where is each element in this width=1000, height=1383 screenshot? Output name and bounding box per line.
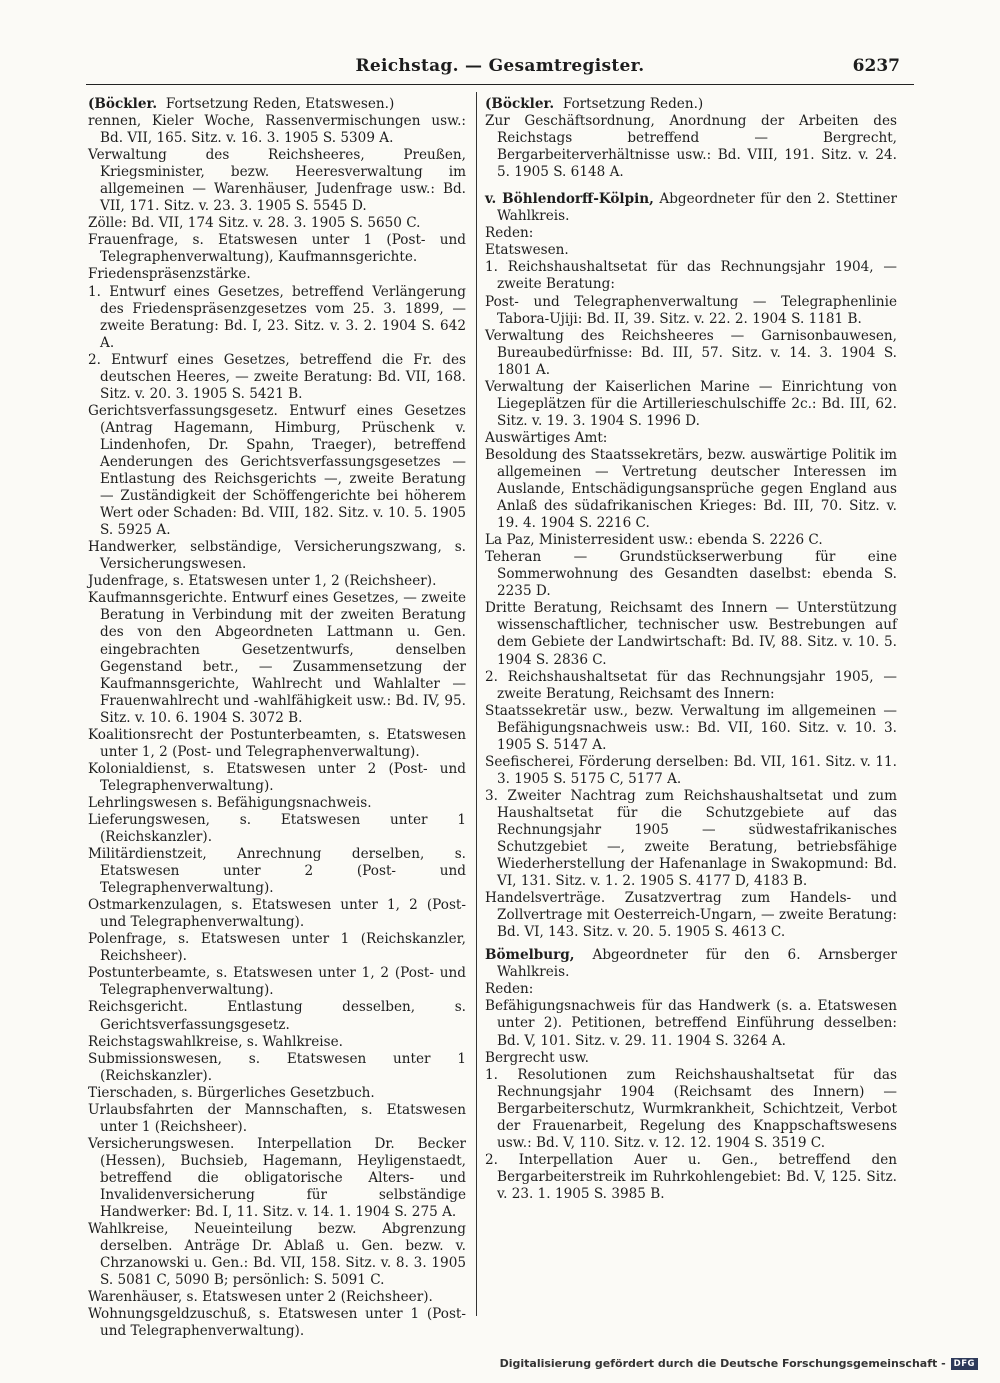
left-column — [88, 96, 466, 1340]
page-header — [0, 56, 1000, 80]
entry-line: Auswärtiges Amt: — [485, 429, 608, 446]
dfg-logo: DFG — [951, 1358, 978, 1370]
credit-text: Digitalisierung gefördert durch die Deutsche Forschungsgemeinschaft - — [499, 1357, 946, 1370]
entry-line: Submissionswesen, s. Etatswesen unter 1 (Reichskanzler). — [88, 1050, 466, 1084]
entry-line: 1. Entwurf eines Gesetzes, betreffend Verlängerung des Friedenspräsenzgesetzes vom 25. 3. 1899, — zweite Beratung: Bd. I, 23. Sitz. v. 3. 2. 1904 S. 642 A. — [88, 283, 466, 351]
entry-line: Tierschaden, s. Bürgerliches Gesetzbuch. — [88, 1084, 375, 1101]
entry-head: (Böckler. Fortsetzung Reden, Etatswesen.) — [88, 96, 395, 112]
entry-line: Judenfrage, s. Etatswesen unter 1, 2 (Reichsheer). — [88, 573, 437, 590]
entry-line: Lieferungswesen, s. Etatswesen unter 1 (Reichskanzler). — [88, 811, 466, 846]
entry-line: Ostmarkenzulagen, s. Etatswesen unter 1, 2 (Post- und Telegraphenverwaltung). — [88, 897, 466, 931]
entry-line: Militärdienstzeit, Anrechnung derselben, s. Etatswesen unter 2 (Post- und Telegraphenverwaltung). — [88, 846, 466, 897]
entry-line: 2. Reichshaushaltsetat für das Rechnungsjahr 1905, — zweite Beratung, Reichsamt des Innern: — [485, 668, 897, 702]
entry-line: Dritte Beratung, Reichsamt des Innern — Unterstützung wissenschaftlicher, technischer usw. Bestrebungen auf dem Gebiete der Landwirtschaft: Bd. IV, 88. Sitz. v. 10. 5. 1904 S. 2836 C. — [485, 600, 897, 668]
digitization-credit — [500, 1357, 978, 1370]
entry-line: Verwaltung des Reichsheeres, Preußen, Kriegsminister, bezw. Heeresverwaltung im allgemeinen — Warenhäuser, Judenfrage usw.: Bd. VII, 171. Sitz. v. 23. 3. 1905 S. 5545 D. — [88, 147, 466, 215]
entry-line: Zur Geschäftsordnung, Anordnung der Arbeiten des Reichstags betreffend — Bergrecht, Bergarbeiterverhältnisse usw.: Bd. VIII, 191. Sitz. v. 24. 5. 1905 S. 6148 A. — [485, 113, 897, 181]
entry-line: Teheran — Grundstückserwerbung für eine Sommerwohnung des Gesandten daselbst: ebenda S. 2235 D. — [485, 549, 897, 600]
entry-line: Befähigungsnachweis für das Handwerk (s. a. Etatswesen unter 2). Petitionen, betreffend Einführung desselben: Bd. V, 101. Sitz. v. 29. 11. 1904 S. 3264 A. — [485, 998, 897, 1049]
entry-line: 1. Resolutionen zum Reichshaushaltsetat für das Rechnungsjahr 1904 (Reichsamt des Innern) — Bergarbeiterschutz, Wurmkrankheit, Schichtzeit, Verbot der Frauenarbeit, Regelung des Knappschaftswesens usw.: Bd. V, 110. Sitz. v. 12. 12. 1904 S. 3519 C. — [485, 1066, 897, 1151]
entry-line: Lehrlingswesen s. Befähigungsnachweis. — [88, 794, 372, 811]
entry-line: Wahlkreise, Neueinteilung bezw. Abgrenzung derselben. Anträge Dr. Ablaß u. Gen. bezw. v. Chrzanowski u. Gen.: Bd. VII, 158. Sitz. v. 8. 3. 1905 S. 5081 C, 5090 B; persönlich: S. 5091 C. — [88, 1221, 466, 1289]
entry-line: Besoldung des Staatssekretärs, bezw. auswärtige Politik im allgemeinen — Vertretung deutscher Interessen im Auslande, Entschädigungsansprüche gegen England aus Anlaß des südafrikanischen Krieges: Bd. III, 70. Sitz. v. 19. 4. 1904 S. 2216 C. — [485, 446, 897, 532]
page-number: 6237 — [852, 56, 900, 76]
entry-line: Verwaltung der Kaiserlichen Marine — Einrichtung von Liegeplätzen für die Artillerieschulschiffe 2c.: Bd. III, 62. Sitz. v. 19. 3. 1904 S. 1996 D. — [485, 378, 897, 429]
entry-line: rennen, Kieler Woche, Rassenvermischungen usw.: Bd. VII, 165. Sitz. v. 16. 3. 1905 S. 5309 A. — [88, 113, 466, 147]
entry-head: v. Böhlendorff-Kölpin, Abgeordneter für den 2. Stettiner Wahlkreis. — [485, 191, 898, 225]
entry-line: Friedenspräsenzstärke. — [88, 266, 251, 283]
entry-line: Reichsgericht. Entlastung desselben, s. Gerichtsverfassungsgesetz. — [88, 999, 466, 1033]
entry-line: Handelsverträge. Zusatzvertrag zum Handels- und Zollvertrage mit Oesterreich-Ungarn, — zweite Beratung: Bd. VI, 143. Sitz. v. 20. 5. 1905 S. 4613 C. — [485, 890, 897, 941]
entry-line: Reichstagswahlkreise, s. Wahlkreise. — [88, 1033, 343, 1050]
right-column — [485, 96, 897, 1203]
entry-line: La Paz, Ministerresident usw.: ebenda S. 2226 C. — [485, 532, 823, 549]
entry-line: Seefischerei, Förderung derselben: Bd. VII, 161. Sitz. v. 11. 3. 1905 S. 5175 C, 5177 A. — [485, 753, 897, 787]
entry-line: Versicherungswesen. Interpellation Dr. Becker (Hessen), Buchsieb, Hagemann, Heyligenstaedt, betreffend die obligatorische Alters- und Invalidenversicherung für selbständige Handwerker: Bd. I, 11. Sitz. v. 14. 1. 1904 S. 275 A. — [88, 1135, 466, 1221]
entry-line: Frauenfrage, s. Etatswesen unter 1 (Post- und Telegraphenverwaltung), Kaufmannsgerichte. — [88, 232, 466, 266]
entry-line: Zölle: Bd. VII, 174 Sitz. v. 28. 3. 1905 S. 5650 C. — [88, 215, 421, 232]
entry-line: Handwerker, selbständige, Versicherungszwang, s. Versicherungswesen. — [88, 539, 466, 573]
entry-line: 2. Entwurf eines Gesetzes, betreffend die Fr. des deutschen Heeres, — zweite Beratung: Bd. VII, 168. Sitz. v. 20. 3. 1905 S. 5421 B. — [88, 351, 466, 402]
entry-line: 2. Interpellation Auer u. Gen., betreffend den Bergarbeiterstreik im Ruhrkohlengebiet: Bd. V, 125. Sitz. v. 23. 1. 1905 S. 3985 B. — [485, 1151, 897, 1202]
column-divider — [476, 92, 477, 1316]
entry-line: Bergrecht usw. — [485, 1049, 590, 1066]
entry-line: 3. Zweiter Nachtrag zum Reichshaushaltsetat und zum Haushaltsetat für die Schutzgebiete auf das Rechnungsjahr 1905 — südwestafrikanisches Schutzgebiet —, zweite Beratung, betriebsfähige Wiederherstellung der Hafenanlage in Swakopmund: Bd. VI, 131. Sitz. v. 1. 2. 1905 S. 4177 D, 4183 B. — [485, 787, 897, 890]
entry-line: Kolonialdienst, s. Etatswesen unter 2 (Post- und Telegraphenverwaltung). — [88, 760, 466, 794]
running-title: Reichstag. — Gesamtregister. — [355, 56, 645, 76]
entry-line: Etatswesen. — [485, 242, 569, 259]
entry-line: Polenfrage, s. Etatswesen unter 1 (Reichskanzler, Reichsheer). — [88, 931, 466, 965]
entry-line: Warenhäuser, s. Etatswesen unter 2 (Reichsheer). — [88, 1289, 433, 1306]
entry-line: Post- und Telegraphenverwaltung — Telegraphenlinie Tabora-Ujiji: Bd. II, 39. Sitz. v. 22. 2. 1904 S. 1181 B. — [485, 293, 897, 327]
entry-line: Gerichtsverfassungsgesetz. Entwurf eines Gesetzes (Antrag Hagemann, Himburg, Prüschenk v. Lindenhofen, Dr. Spahn, Traeger), betreffend Aenderungen des Gerichtsverfassungsgesetzes — Entlastung des Reichsgerichts —, zweite Beratung — Zuständigkeit der Schöffengerichte bei höherem Wert oder Schaden: Bd. VIII, 182. Sitz. v. 10. 5. 1905 S. 5925 A. — [88, 402, 466, 539]
entry-line: Reden: — [485, 981, 534, 998]
entry-line: Koalitionsrecht der Postunterbeamten, s. Etatswesen unter 1, 2 (Post- und Telegraphenverwaltung). — [88, 726, 466, 760]
entry-head: Bömelburg, Abgeordneter für den 6. Arnsberger Wahlkreis. — [485, 947, 898, 981]
entry-head: (Böckler. Fortsetzung Reden.) — [485, 96, 704, 112]
entry-line: Reden: — [485, 225, 534, 242]
entry-line: Wohnungsgeldzuschuß, s. Etatswesen unter 1 (Post- und Telegraphenverwaltung). — [88, 1306, 466, 1340]
entry-line: 1. Reichshaushaltsetat für das Rechnungsjahr 1904, — zweite Beratung: — [485, 259, 897, 293]
entry-line: Urlaubsfahrten der Mannschaften, s. Etatswesen unter 1 (Reichsheer). — [88, 1101, 466, 1135]
header-rule — [86, 84, 914, 85]
entry-line: Postunterbeamte, s. Etatswesen unter 1, 2 (Post- und Telegraphenverwaltung). — [88, 965, 466, 999]
entry-line: Staatssekretär usw., bezw. Verwaltung im allgemeinen — Befähigungsnachweis usw.: Bd. VII, 160. Sitz. v. 10. 3. 1905 S. 5147 A. — [485, 702, 897, 753]
entry-line: Kaufmannsgerichte. Entwurf eines Gesetzes, — zweite Beratung in Verbindung mit der zweiten Beratung des von den Abgeordneten Lattmann u. Gen. eingebrachten Gesetzentwurfs, denselben Gegenstand betr., — Zusammensetzung der Kaufmannsgerichte, Wahlrecht und Wahlalter — Frauenwahlrecht und -wahlfähigkeit usw.: Bd. IV, 95. Sitz. v. 10. 6. 1904 S. 3072 B. — [88, 590, 466, 726]
entry-line: Verwaltung des Reichsheeres — Garnisonbauwesen, Bureaubedürfnisse: Bd. III, 57. Sitz. v. 14. 3. 1904 S. 1801 A. — [485, 327, 897, 378]
